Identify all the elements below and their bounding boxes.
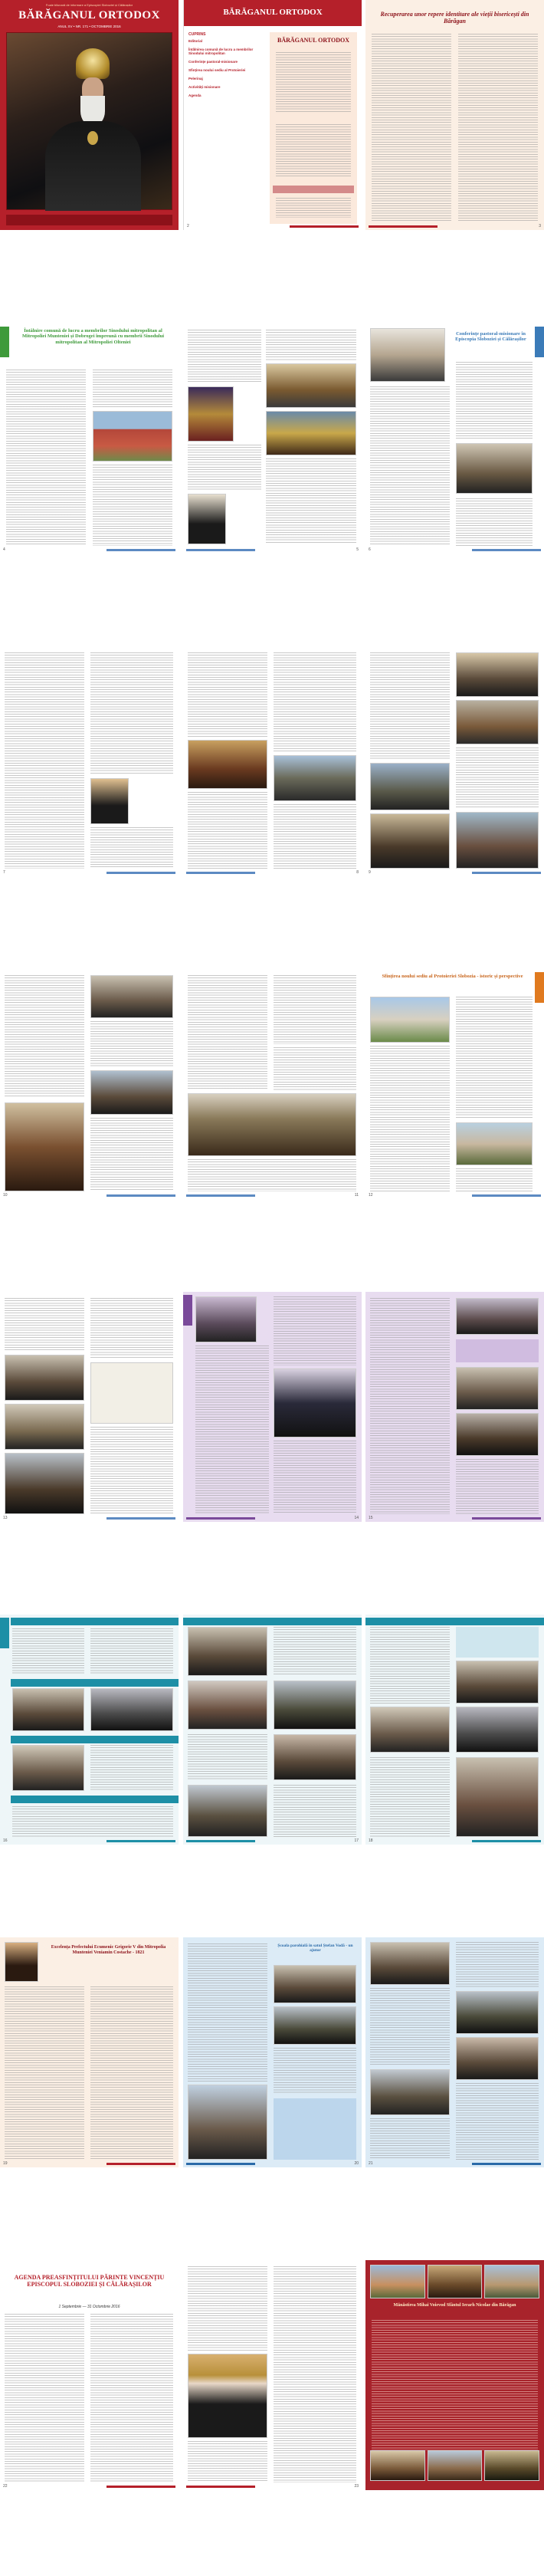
footer-bar	[107, 1517, 175, 1520]
page-number: 2	[187, 224, 189, 228]
page-12	[365, 969, 544, 1199]
building-photo[interactable]	[456, 1122, 533, 1165]
page-footer	[369, 225, 541, 228]
contents-list	[188, 32, 265, 102]
monastery-thumb[interactable]	[370, 2450, 425, 2481]
document-photo[interactable]	[90, 1362, 173, 1424]
page-number: 19	[3, 2161, 8, 2166]
article-text	[370, 1298, 450, 1514]
footer-bar	[107, 872, 175, 874]
gathering-photo[interactable]	[195, 1296, 257, 1342]
event-photo[interactable]	[456, 1707, 539, 1753]
procession-photo[interactable]	[266, 363, 356, 408]
article-text	[90, 1118, 173, 1191]
footer-bar	[472, 2163, 541, 2165]
event-photo[interactable]	[456, 1991, 539, 2034]
agenda-text	[188, 2266, 267, 2351]
section-tab	[0, 1618, 9, 1648]
article-text	[188, 330, 261, 383]
agenda-page-2	[183, 2260, 362, 2490]
agenda-text	[5, 2314, 84, 2482]
spread-5	[0, 1292, 544, 1522]
page-18	[365, 1615, 544, 1845]
article-text	[370, 1627, 450, 1704]
spread-2	[0, 324, 544, 554]
event-photo[interactable]	[456, 1367, 539, 1410]
page-footer	[3, 2485, 175, 2488]
page-footer	[369, 1194, 541, 1197]
page-number: 14	[354, 1516, 359, 1520]
page-footer	[369, 548, 541, 551]
article-text	[90, 827, 173, 869]
agenda-title: AGENDA PREASFINȚITULUI PĂRINTE VINCENȚIU EPISCOPUL SLOBOZIEI ȘI CĂLĂRAȘILOR	[14, 2274, 165, 2288]
footer-bar	[186, 1840, 255, 1842]
editorial-title: Recuperarea unor repere identitare ale vieții bisericești din Bărăgan	[380, 11, 529, 25]
page-footer	[3, 871, 175, 874]
event-photo[interactable]	[456, 1661, 539, 1704]
footer-bar	[186, 2163, 255, 2165]
bishop-portrait[interactable]	[188, 2354, 267, 2438]
spread-7	[0, 1937, 544, 2167]
church-interior-photo[interactable]	[188, 740, 267, 789]
page-footer	[3, 2162, 175, 2165]
section-tab	[183, 1295, 192, 1326]
agenda-text	[90, 2314, 173, 2482]
page-footer	[186, 2162, 359, 2165]
cuprins-label: CUPRINS	[188, 32, 206, 37]
article-text	[5, 652, 84, 869]
event-photo[interactable]	[12, 1745, 84, 1791]
editorial-text	[458, 34, 538, 222]
event-photo[interactable]	[188, 1785, 267, 1837]
page-9	[365, 646, 544, 876]
school-photo[interactable]	[274, 2006, 356, 2045]
cover-issue-line: ANUL XV • NR. 171 • OCTOMBRIE 2016	[57, 25, 121, 28]
footer-bar	[472, 1517, 541, 1520]
page-number: 3	[539, 224, 541, 228]
article-text	[188, 975, 267, 1090]
event-photo[interactable]	[370, 1942, 450, 1985]
article-text	[6, 370, 86, 546]
article-text	[188, 1159, 356, 1191]
article-text	[274, 1296, 356, 1365]
page-number: 21	[369, 2161, 373, 2166]
article-text	[188, 445, 261, 491]
article-text	[5, 1298, 84, 1352]
page-footer	[3, 1516, 175, 1520]
event-photo[interactable]	[90, 975, 173, 1018]
conference-title: Conferințe pastoral-misionare în Episcopia Sloboziei și Călărașilor	[455, 331, 526, 343]
article-text	[456, 1942, 539, 1988]
article-text	[12, 1628, 84, 1674]
page-number: 18	[369, 1838, 373, 1843]
cover-masthead: BĂRĂGANUL ORTODOX	[18, 9, 160, 21]
event-photo[interactable]	[456, 1298, 539, 1335]
contents-item[interactable]: Conferințe pastoral-misionare	[188, 60, 238, 64]
highlight-box	[456, 1627, 539, 1658]
page-footer	[369, 871, 541, 874]
monastery-thumb[interactable]	[484, 2450, 539, 2481]
article-text	[274, 804, 356, 869]
event-photo[interactable]	[456, 652, 539, 697]
article-text	[274, 1441, 356, 1514]
event-photo[interactable]	[456, 2037, 539, 2080]
monastery-photo[interactable]	[93, 411, 172, 462]
event-photo[interactable]	[5, 1355, 84, 1401]
article-text	[274, 975, 356, 1044]
page-footer	[3, 1839, 175, 1842]
event-photo[interactable]	[370, 2069, 450, 2115]
article-text	[5, 1986, 84, 2160]
highlight-box	[274, 2098, 356, 2160]
building-photo[interactable]	[370, 997, 450, 1043]
back-cover-title: Mănăstirea Mihai Voievod Sfântul Ierarh Nicolae din Bărăgan	[393, 2303, 516, 2308]
article-text	[90, 1745, 173, 1791]
article-text	[274, 652, 356, 752]
article-text	[188, 792, 267, 869]
section-band	[11, 1796, 179, 1803]
article-text	[456, 997, 533, 1119]
article-text	[90, 1427, 173, 1514]
page-footer	[187, 225, 359, 228]
page-footer	[3, 548, 175, 551]
article-text	[266, 458, 356, 544]
back-cover-text	[372, 2320, 538, 2450]
group-photo[interactable]	[274, 755, 356, 801]
section-band	[183, 1618, 362, 1625]
monastery-thumb[interactable]	[484, 2265, 539, 2298]
section-tab	[535, 327, 544, 357]
cover-top-line: Foaie bilunară de informare a Episcopiei Sloboziei și Călărașilor	[45, 3, 133, 7]
page-13	[0, 1292, 179, 1522]
clergy-photo[interactable]	[274, 1368, 356, 1438]
article-text	[12, 1806, 173, 1837]
contents-item[interactable]: Sfințirea noului sediu al Protoieriei	[188, 68, 246, 72]
article-text	[93, 370, 172, 408]
agenda-page	[0, 2260, 179, 2490]
photo-strip-bottom	[370, 2450, 539, 2481]
monastery-thumb[interactable]	[428, 2450, 483, 2481]
footer-bar	[369, 225, 437, 228]
event-photo[interactable]	[90, 1070, 173, 1115]
school-photo[interactable]	[274, 1965, 356, 2003]
footer-bar	[472, 1194, 541, 1197]
page-7	[0, 646, 179, 876]
article-text	[188, 652, 267, 737]
page-footer	[369, 1516, 541, 1520]
spread-8	[0, 2260, 544, 2490]
page-number: 23	[354, 2484, 359, 2489]
page-number: 22	[3, 2484, 8, 2489]
page-number: 10	[3, 1193, 8, 1198]
contents-item[interactable]: Activități misionare	[188, 85, 221, 89]
event-photo[interactable]	[188, 1681, 267, 1730]
event-photo[interactable]	[90, 1688, 173, 1731]
group-photo[interactable]	[188, 2085, 267, 2160]
article-text	[274, 1047, 356, 1090]
article-text	[188, 1734, 267, 1780]
page-4	[0, 324, 179, 554]
conference-photo[interactable]	[370, 328, 445, 382]
page-number: 9	[369, 870, 371, 875]
footer-bar	[186, 549, 255, 551]
article-text	[370, 652, 450, 760]
footer-bar	[186, 2486, 255, 2488]
article-text	[90, 1986, 173, 2160]
monastery-thumb[interactable]	[370, 2265, 425, 2298]
page-footer	[186, 1839, 359, 1842]
footer-bar	[290, 225, 359, 228]
page-footer	[369, 1839, 541, 1842]
article-text	[456, 1168, 533, 1191]
front-cover[interactable]	[0, 0, 179, 230]
article-text	[90, 652, 173, 775]
article-text	[370, 2118, 450, 2160]
spread-3	[0, 646, 544, 876]
footer-bar	[107, 549, 175, 551]
clergy-photo[interactable]	[266, 411, 356, 455]
page-footer	[186, 1194, 359, 1197]
page-11	[183, 969, 362, 1199]
spread-cover	[0, 0, 544, 230]
article-text	[456, 2083, 539, 2160]
contents-page	[183, 0, 362, 230]
meeting-photo[interactable]	[456, 443, 533, 494]
page-footer	[186, 548, 359, 551]
contents-side-box	[270, 32, 357, 224]
congregation-photo[interactable]	[188, 1093, 356, 1156]
section-tab	[535, 972, 544, 1003]
article-text	[90, 1021, 173, 1067]
event-photo[interactable]	[370, 1707, 450, 1753]
page-14	[183, 1292, 362, 1522]
page-number: 16	[3, 1838, 8, 1843]
patriarch-title: Excelența Prefectului Ecumenic Grigorie V din Mitropolia Munteniei Veniamin Costache - 1821	[51, 1945, 166, 1955]
footer-bar	[472, 872, 541, 874]
page-footer	[369, 2162, 541, 2165]
footer-bar	[186, 1194, 255, 1197]
page-number: 8	[356, 870, 359, 875]
page-16	[0, 1615, 179, 1845]
icon-photo[interactable]	[188, 386, 234, 442]
highlight-box	[456, 1339, 539, 1362]
footer-bar	[107, 2163, 175, 2165]
section-tab	[0, 327, 9, 357]
page-number: 17	[354, 1838, 359, 1843]
page-15	[365, 1292, 544, 1522]
footer-bar	[107, 2486, 175, 2488]
page-footer	[186, 1516, 359, 1520]
article-text	[370, 1988, 450, 2065]
page-8	[183, 646, 362, 876]
page-10	[0, 969, 179, 1199]
side-text	[276, 52, 351, 113]
article-text	[370, 386, 450, 546]
article-text	[266, 330, 356, 360]
photo-strip-top	[370, 2265, 539, 2298]
cover-bottom-strip	[6, 215, 172, 225]
cover-hierarch-photo[interactable]	[6, 32, 172, 210]
section-band	[11, 1618, 179, 1625]
monastery-thumb[interactable]	[428, 2265, 483, 2298]
contents-item[interactable]: Editorial	[188, 39, 203, 43]
back-cover[interactable]	[365, 2260, 544, 2490]
page-number: 12	[369, 1193, 373, 1198]
editorial-text	[372, 34, 451, 222]
event-photo[interactable]	[370, 763, 450, 810]
footer-bar	[186, 1517, 255, 1520]
side-red-strip	[273, 186, 354, 193]
page-20	[183, 1937, 362, 2167]
page-footer	[186, 871, 359, 874]
page-footer	[186, 2485, 359, 2488]
agenda-subtitle: 1 Septembrie — 31 Octombrie 2016	[58, 2305, 120, 2309]
page-5	[183, 324, 362, 554]
page-number: 11	[354, 1193, 359, 1198]
event-photo[interactable]	[456, 700, 539, 744]
school-title: Școala parohială în satul Ștefan Vodă - un ajutor	[277, 1944, 353, 1953]
synod-title: Întâlnire comună de lucru a membrilor Sinodului mitropolitan al Mitropoliei Munteniei și Dobrogei împreună cu membrii Sinodului mitropolitan al Mitropoliei Olteniei	[21, 328, 165, 345]
article-text	[188, 1944, 267, 2082]
hierarch-photo[interactable]	[90, 778, 129, 824]
footer-bar	[107, 1194, 175, 1197]
agenda-text	[188, 2441, 267, 2482]
patriarch-portrait[interactable]	[5, 1942, 38, 1982]
article-text	[456, 362, 533, 439]
event-photo[interactable]	[370, 813, 450, 869]
spread-4	[0, 969, 544, 1199]
article-text	[274, 2048, 356, 2094]
article-text	[456, 1459, 539, 1514]
footer-bar	[186, 872, 255, 874]
page-number: 13	[3, 1516, 8, 1520]
article-text	[90, 1298, 173, 1359]
page-21	[365, 1937, 544, 2167]
section-band	[365, 1618, 544, 1625]
contents-item[interactable]: Agenda	[188, 94, 202, 97]
contents-item[interactable]: Întâlnirea comună de lucru a membrilor Sinodului mitropolitan	[188, 48, 254, 55]
contents-item[interactable]: Pelerinaj	[188, 77, 203, 80]
event-photo[interactable]	[188, 1627, 267, 1676]
page-number: 15	[369, 1516, 373, 1520]
event-photo[interactable]	[5, 1404, 84, 1450]
page-number: 7	[3, 870, 5, 875]
event-photo[interactable]	[5, 1102, 84, 1191]
event-photo[interactable]	[5, 1453, 84, 1514]
footer-bar	[107, 1840, 175, 1842]
article-text	[456, 748, 539, 809]
footer-bar	[472, 549, 541, 551]
page-number: 5	[356, 547, 359, 552]
side-text	[276, 124, 351, 178]
page-6	[365, 324, 544, 554]
page-footer	[3, 1194, 175, 1197]
event-photo[interactable]	[456, 1413, 539, 1456]
portrait-photo[interactable]	[188, 494, 226, 544]
page-number: 6	[369, 547, 371, 552]
mitre-shape	[76, 48, 110, 79]
page-number: 4	[3, 547, 5, 552]
event-photo[interactable]	[274, 1681, 356, 1730]
article-text	[90, 1628, 173, 1674]
article-text	[274, 1627, 356, 1676]
pectoral-shape	[87, 131, 98, 145]
section-band	[11, 1679, 179, 1687]
article-text	[5, 975, 84, 1098]
event-photo[interactable]	[456, 1757, 539, 1837]
article-text	[456, 498, 533, 546]
event-photo[interactable]	[274, 1734, 356, 1780]
side-text	[276, 198, 351, 218]
page-17	[183, 1615, 362, 1845]
article-text	[370, 1046, 450, 1191]
article-text	[195, 1346, 269, 1514]
section-band	[11, 1736, 179, 1743]
event-photo[interactable]	[12, 1688, 84, 1731]
spread-6	[0, 1615, 544, 1845]
contents-side-title: BĂRĂGANUL ORTODOX	[277, 37, 350, 44]
article-text	[274, 1785, 356, 1837]
article-text	[93, 465, 172, 546]
page-number: 20	[354, 2161, 359, 2166]
editorial-page	[365, 0, 544, 230]
article-text	[370, 1757, 450, 1837]
footer-bar	[472, 1840, 541, 1842]
contents-masthead: BĂRĂGANUL ORTODOX	[223, 8, 323, 17]
event-photo[interactable]	[456, 812, 539, 869]
protoierie-title: Sfințirea noului sediu al Protoieriei Slobozia - istoric și perspective	[382, 974, 523, 979]
agenda-text	[274, 2266, 356, 2482]
page-19	[0, 1937, 179, 2167]
